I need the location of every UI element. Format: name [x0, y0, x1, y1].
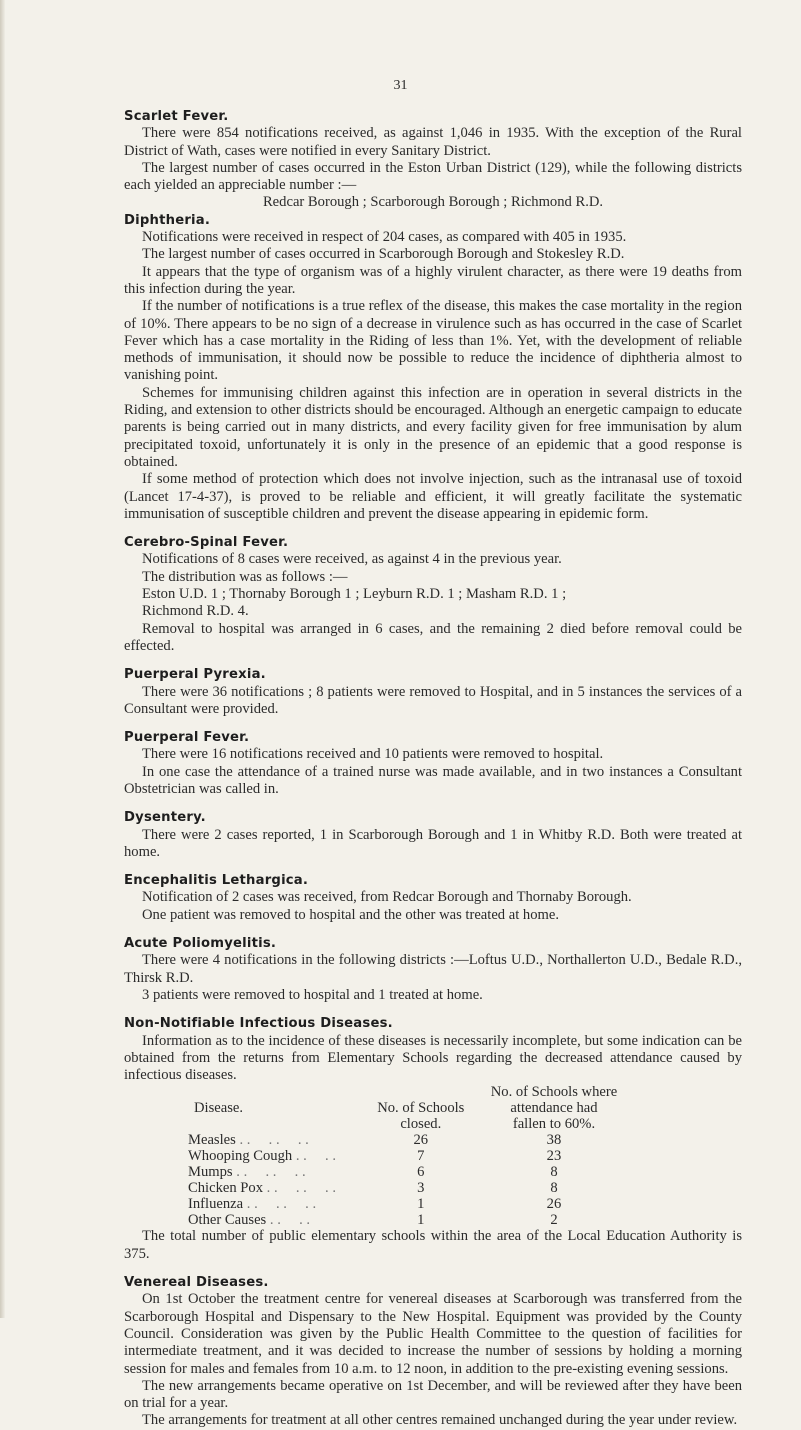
paragraph: There were 16 notifications received and 10 patients were removed to hospital. — [142, 746, 604, 763]
heading-scarlet-fever: Scarlet Fever. — [124, 109, 229, 124]
section-diphtheria — [124, 212, 742, 523]
section-puerperal-fever — [124, 729, 742, 798]
page-number: 31 — [393, 78, 408, 93]
paragraph: Information as to the incidence of these diseases is necessarily incomplete, but some indication can be obtained from the returns from Elementary Schools regarding the decreased attendance caused by infectious diseases. — [124, 1032, 742, 1084]
paragraph: There were 36 notifications ; 8 patients were removed to Hospital, and in 5 instances the services of a Consultant were provided. — [124, 683, 742, 717]
disease-name: Whooping Cough — [188, 1148, 293, 1165]
paragraph: The new arrangements became operative on 1st December, and will be reviewed after they have been on trial for a year. — [124, 1377, 742, 1412]
section-encephalitis-lethargica — [124, 872, 742, 924]
leader-dots: . . . . — [295, 1148, 336, 1165]
heading-venereal-diseases: Venereal Diseases. — [124, 1275, 269, 1291]
disease-name: Other Causes — [188, 1212, 267, 1229]
disease-cell — [188, 1212, 362, 1228]
disease-cell — [188, 1148, 362, 1164]
table-row — [188, 1132, 628, 1148]
column-header: Disease. — [194, 1100, 244, 1117]
schools-closed-cell: 7 — [417, 1148, 425, 1165]
heading-encephalitis-lethargica: Encephalitis Lethargica. — [124, 873, 309, 889]
schools-closed-cell: 6 — [417, 1164, 425, 1181]
schools-closed-cell: 26 — [413, 1132, 429, 1149]
paragraph: The total number of public elementary schools within the area of the Local Education Authority is 375. — [124, 1228, 742, 1262]
section-puerperal-pyrexia — [124, 666, 742, 718]
table-row — [188, 1212, 628, 1228]
section-acute-poliomyelitis — [124, 935, 742, 1004]
leader-dots: . . . . — [269, 1212, 311, 1229]
heading-acute-poliomyelitis: Acute Poliomyelitis. — [124, 936, 277, 952]
column-header: No. of Schools where — [490, 1084, 618, 1101]
schools-closed-cell: 3 — [417, 1180, 425, 1197]
paragraph: Removal to hospital was arranged in 6 cases, and the remaining 2 died before removal could be effected. — [124, 620, 742, 654]
section-scarlet-fever — [124, 108, 742, 212]
paragraph: On 1st October the treatment centre for venereal diseases at Scarborough was transferred from the Scarborough Hospital and Dispensary to the New Hospital. Equipment was provided by the County Council. Consideration was given by the Public Health Committee to the question of facilities for intermediate treatment, and it was decided to increase the number of sessions by holding a morning session for males and females from 10 a.m. to 12 noon, in addition to the pre-existing evening sessions. — [124, 1291, 742, 1377]
column-header: No. of Schools — [377, 1100, 465, 1117]
table-header-row — [188, 1100, 628, 1116]
table-header-row — [188, 1084, 628, 1100]
schools-closed-cell: 1 — [417, 1212, 425, 1229]
section-cerebro-spinal-fever — [124, 534, 742, 655]
paragraph: 3 patients were removed to hospital and 1 treated at home. — [142, 986, 483, 1003]
attendance-fallen-cell: 2 — [550, 1212, 558, 1229]
heading-cerebro-spinal-fever: Cerebro-Spinal Fever. — [124, 535, 289, 551]
table-row — [188, 1180, 628, 1196]
table-row — [188, 1148, 628, 1164]
page-binding-edge — [0, 0, 5, 1318]
paragraph: If the number of notifications is a true reflex of the disease, this makes the case mortality in the region of 10%. There appears to be no sign of a decrease in virulence such as has occurred in the case of Scarlet Fever which has a case mortality in the Riding of less than 1%. Yet, with the development of reliable methods of immunisation, it should now be possible to reduce the incidence of diphtheria almost to vanishing point. — [124, 298, 742, 384]
paragraph: The arrangements for treatment at all other centres remained unchanged during the year under review. — [142, 1412, 738, 1429]
leader-dots: . . . . . . — [266, 1180, 336, 1197]
column-header: closed. — [400, 1116, 442, 1133]
paragraph: There were 854 notifications received, as against 1,046 in 1935. With the exception of the Rural District of Wath, cases were notified in every Sanitary District. — [124, 125, 742, 159]
paragraph: Notifications of 8 cases were received, as against 4 in the previous year. — [142, 551, 562, 568]
attendance-fallen-cell: 8 — [550, 1180, 558, 1197]
disease-cell — [188, 1132, 362, 1148]
district-list: Richmond R.D. 4. — [142, 603, 249, 620]
school-closures-table — [188, 1084, 628, 1228]
disease-name: Influenza — [188, 1196, 244, 1213]
table-row — [188, 1196, 628, 1212]
section-venereal-diseases — [124, 1274, 742, 1430]
heading-puerperal-pyrexia: Puerperal Pyrexia. — [124, 667, 266, 683]
section-dysentery — [124, 809, 742, 861]
attendance-fallen-cell: 23 — [546, 1148, 562, 1165]
table-header-row — [188, 1116, 628, 1132]
disease-name: Measles — [188, 1132, 236, 1149]
paragraph: The largest number of cases occurred in Scarborough Borough and Stokesley R.D. — [142, 246, 625, 263]
leader-dots: . . . . . . — [246, 1196, 317, 1213]
section-non-notifiable-diseases — [124, 1015, 742, 1263]
leader-dots: . . . . . . — [236, 1164, 306, 1181]
district-list: Eston U.D. 1 ; Thornaby Borough 1 ; Leyburn R.D. 1 ; Masham R.D. 1 ; — [142, 586, 567, 603]
heading-non-notifiable-diseases: Non-Notifiable Infectious Diseases. — [124, 1016, 393, 1032]
attendance-fallen-cell: 8 — [550, 1164, 558, 1181]
disease-cell — [188, 1196, 362, 1212]
paragraph: Schemes for immunising children against this infection are in operation in several districts in the Riding, and extension to other districts should be encouraged. Although an energetic campaign to educate parents is being carried out in many districts, and every facility given for free immunisation by alum precipitated toxoid, unfortunately it is only in the presence of an epidemic that a good response is obtained. — [124, 384, 742, 470]
disease-name: Chicken Pox — [188, 1180, 263, 1197]
heading-dysentery: Dysentery. — [124, 810, 206, 826]
table-body — [188, 1132, 628, 1228]
schools-closed-cell: 1 — [417, 1196, 425, 1213]
paragraph: It appears that the type of organism was of a highly virulent character, as there were 19 deaths from this infection during the year. — [124, 263, 742, 297]
disease-cell — [188, 1180, 362, 1196]
paragraph: One patient was removed to hospital and the other was treated at home. — [142, 906, 560, 923]
disease-name: Mumps — [188, 1164, 233, 1181]
heading-puerperal-fever: Puerperal Fever. — [124, 730, 250, 746]
paragraph: Notification of 2 cases was received, from Redcar Borough and Thornaby Borough. — [142, 889, 632, 906]
disease-cell — [188, 1164, 362, 1180]
paragraph: In one case the attendance of a trained nurse was made available, and in two instances a Consultant Obstetrician was called in. — [124, 763, 742, 797]
attendance-fallen-cell: 38 — [546, 1132, 562, 1149]
paragraph: The largest number of cases occurred in the Eston Urban District (129), while the following districts each yielded an appreciable number :— — [124, 159, 742, 194]
leader-dots: . . . . . . — [239, 1132, 309, 1149]
column-header: attendance had — [510, 1100, 598, 1117]
column-header: fallen to 60%. — [512, 1116, 596, 1133]
district-list: Redcar Borough ; Scarborough Borough ; Richmond R.D. — [262, 194, 604, 211]
paragraph: There were 2 cases reported, 1 in Scarborough Borough and 1 in Whitby R.D. Both were treated at home. — [124, 826, 742, 860]
table-row — [188, 1164, 628, 1180]
paragraph: Notifications were received in respect of 204 cases, as compared with 405 in 1935. — [142, 229, 627, 246]
paragraph: The distribution was as follows :— — [142, 568, 348, 585]
attendance-fallen-cell: 26 — [546, 1196, 562, 1213]
paragraph: If some method of protection which does not involve injection, such as the intranasal use of toxoid (Lancet 17-4-37), is proved to be reliable and efficient, it will greatly facilitate the systematic immunisation of susceptible children and prevent the disease appearing in epidemic form. — [124, 471, 742, 522]
page-content — [124, 108, 742, 1430]
paragraph: There were 4 notifications in the following districts :—Loftus U.D., Northallerton U.D., Bedale R.D., Thirsk R.D. — [124, 952, 742, 986]
heading-diphtheria: Diphtheria. — [124, 212, 211, 228]
